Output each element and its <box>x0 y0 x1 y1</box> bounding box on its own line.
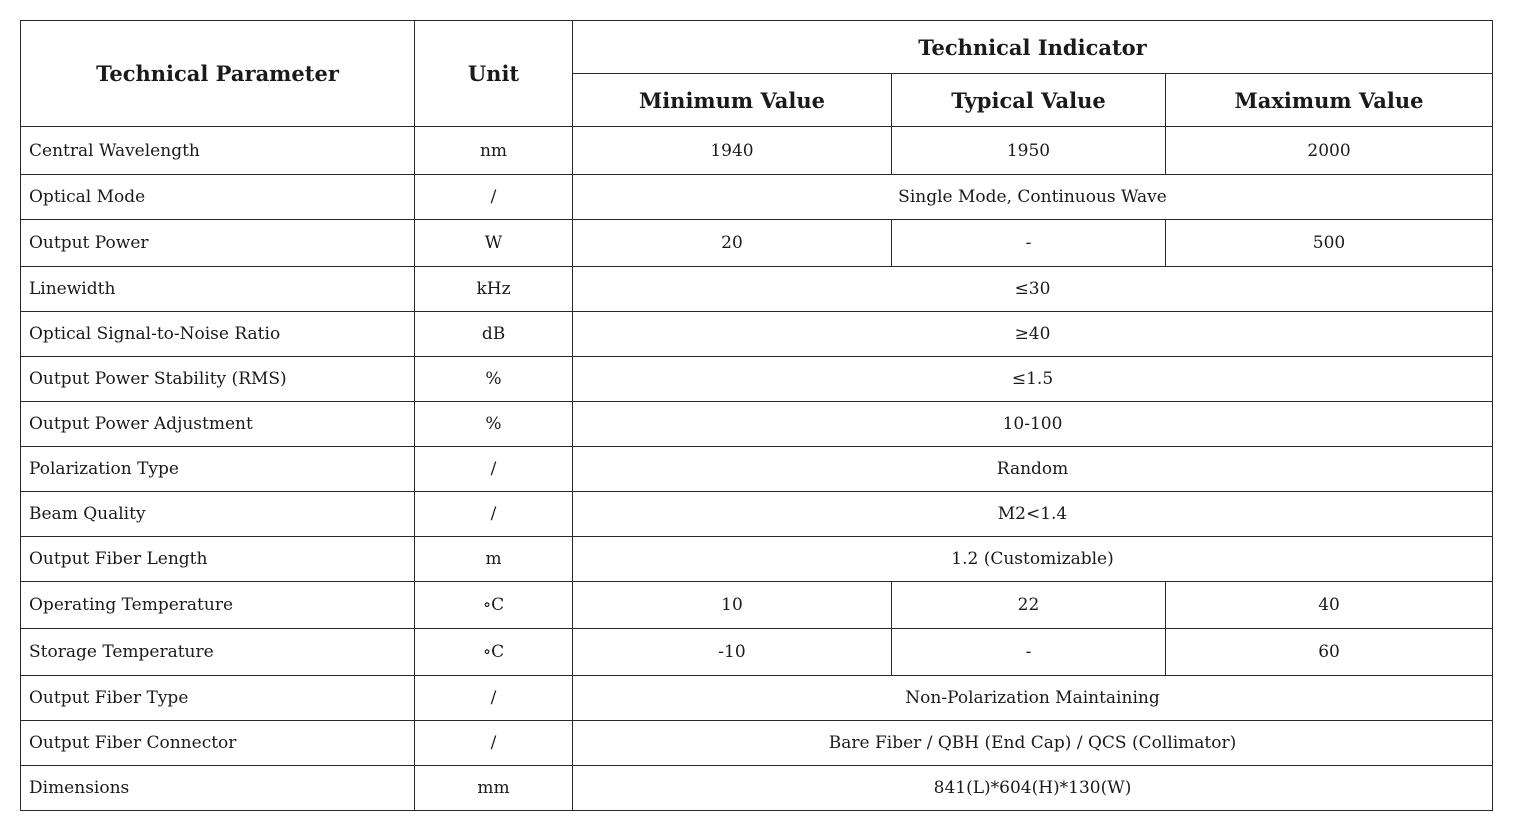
value-cell: ≥40 <box>573 312 1493 357</box>
parameter-cell: Linewidth <box>21 267 415 312</box>
parameter-cell: Optical Signal-to-Noise Ratio <box>21 312 415 357</box>
header-max: Maximum Value <box>1166 74 1493 127</box>
table-row <box>21 721 1493 766</box>
parameter-cell: Output Fiber Length <box>21 537 415 582</box>
min-cell: 20 <box>573 220 892 267</box>
unit-cell: / <box>415 175 573 220</box>
parameter-cell: Optical Mode <box>21 175 415 220</box>
header-typ: Typical Value <box>892 74 1166 127</box>
table-row <box>21 766 1493 811</box>
table-row <box>21 267 1493 312</box>
unit-cell: / <box>415 676 573 721</box>
unit-cell: % <box>415 402 573 447</box>
table-row <box>21 220 1493 267</box>
min-cell: 10 <box>573 582 892 629</box>
table-row <box>21 537 1493 582</box>
max-cell: 500 <box>1166 220 1493 267</box>
value-cell: 10-100 <box>573 402 1493 447</box>
header-parameter: Technical Parameter <box>21 21 415 127</box>
max-cell: 40 <box>1166 582 1493 629</box>
unit-cell: ∘C <box>415 582 573 629</box>
unit-cell: nm <box>415 127 573 175</box>
max-cell: 60 <box>1166 629 1493 676</box>
unit-cell: ∘C <box>415 629 573 676</box>
unit-cell: m <box>415 537 573 582</box>
parameter-cell: Operating Temperature <box>21 582 415 629</box>
table-row <box>21 629 1493 676</box>
spec-table <box>20 20 1493 811</box>
parameter-cell: Polarization Type <box>21 447 415 492</box>
value-cell: ≤1.5 <box>573 357 1493 402</box>
parameter-cell: Beam Quality <box>21 492 415 537</box>
typ-cell: 22 <box>892 582 1166 629</box>
unit-cell: / <box>415 447 573 492</box>
table-row <box>21 676 1493 721</box>
value-cell: 841(L)*604(H)*130(W) <box>573 766 1493 811</box>
max-cell: 2000 <box>1166 127 1493 175</box>
unit-cell: % <box>415 357 573 402</box>
value-cell: M2<1.4 <box>573 492 1493 537</box>
typ-cell: - <box>892 629 1166 676</box>
unit-cell: dB <box>415 312 573 357</box>
value-cell: Random <box>573 447 1493 492</box>
value-cell: ≤30 <box>573 267 1493 312</box>
table-row <box>21 447 1493 492</box>
parameter-cell: Dimensions <box>21 766 415 811</box>
value-cell: 1.2 (Customizable) <box>573 537 1493 582</box>
parameter-cell: Output Fiber Connector <box>21 721 415 766</box>
unit-cell: mm <box>415 766 573 811</box>
typ-cell: - <box>892 220 1166 267</box>
table-row <box>21 127 1493 175</box>
table-row <box>21 492 1493 537</box>
parameter-cell: Output Power Adjustment <box>21 402 415 447</box>
table-row <box>21 402 1493 447</box>
parameter-cell: Output Fiber Type <box>21 676 415 721</box>
value-cell: Non-Polarization Maintaining <box>573 676 1493 721</box>
typ-cell: 1950 <box>892 127 1166 175</box>
table-row <box>21 312 1493 357</box>
unit-cell: kHz <box>415 267 573 312</box>
min-cell: 1940 <box>573 127 892 175</box>
header-unit: Unit <box>415 21 573 127</box>
table-row <box>21 175 1493 220</box>
table-row <box>21 357 1493 402</box>
header-row <box>21 21 1493 74</box>
header-min: Minimum Value <box>573 74 892 127</box>
parameter-cell: Central Wavelength <box>21 127 415 175</box>
value-cell: Single Mode, Continuous Wave <box>573 175 1493 220</box>
unit-cell: W <box>415 220 573 267</box>
parameter-cell: Output Power <box>21 220 415 267</box>
value-cell: Bare Fiber / QBH (End Cap) / QCS (Collimator) <box>573 721 1493 766</box>
header-indicator: Technical Indicator <box>573 21 1493 74</box>
unit-cell: / <box>415 721 573 766</box>
unit-cell: / <box>415 492 573 537</box>
min-cell: -10 <box>573 629 892 676</box>
parameter-cell: Storage Temperature <box>21 629 415 676</box>
parameter-cell: Output Power Stability (RMS) <box>21 357 415 402</box>
table-row <box>21 582 1493 629</box>
